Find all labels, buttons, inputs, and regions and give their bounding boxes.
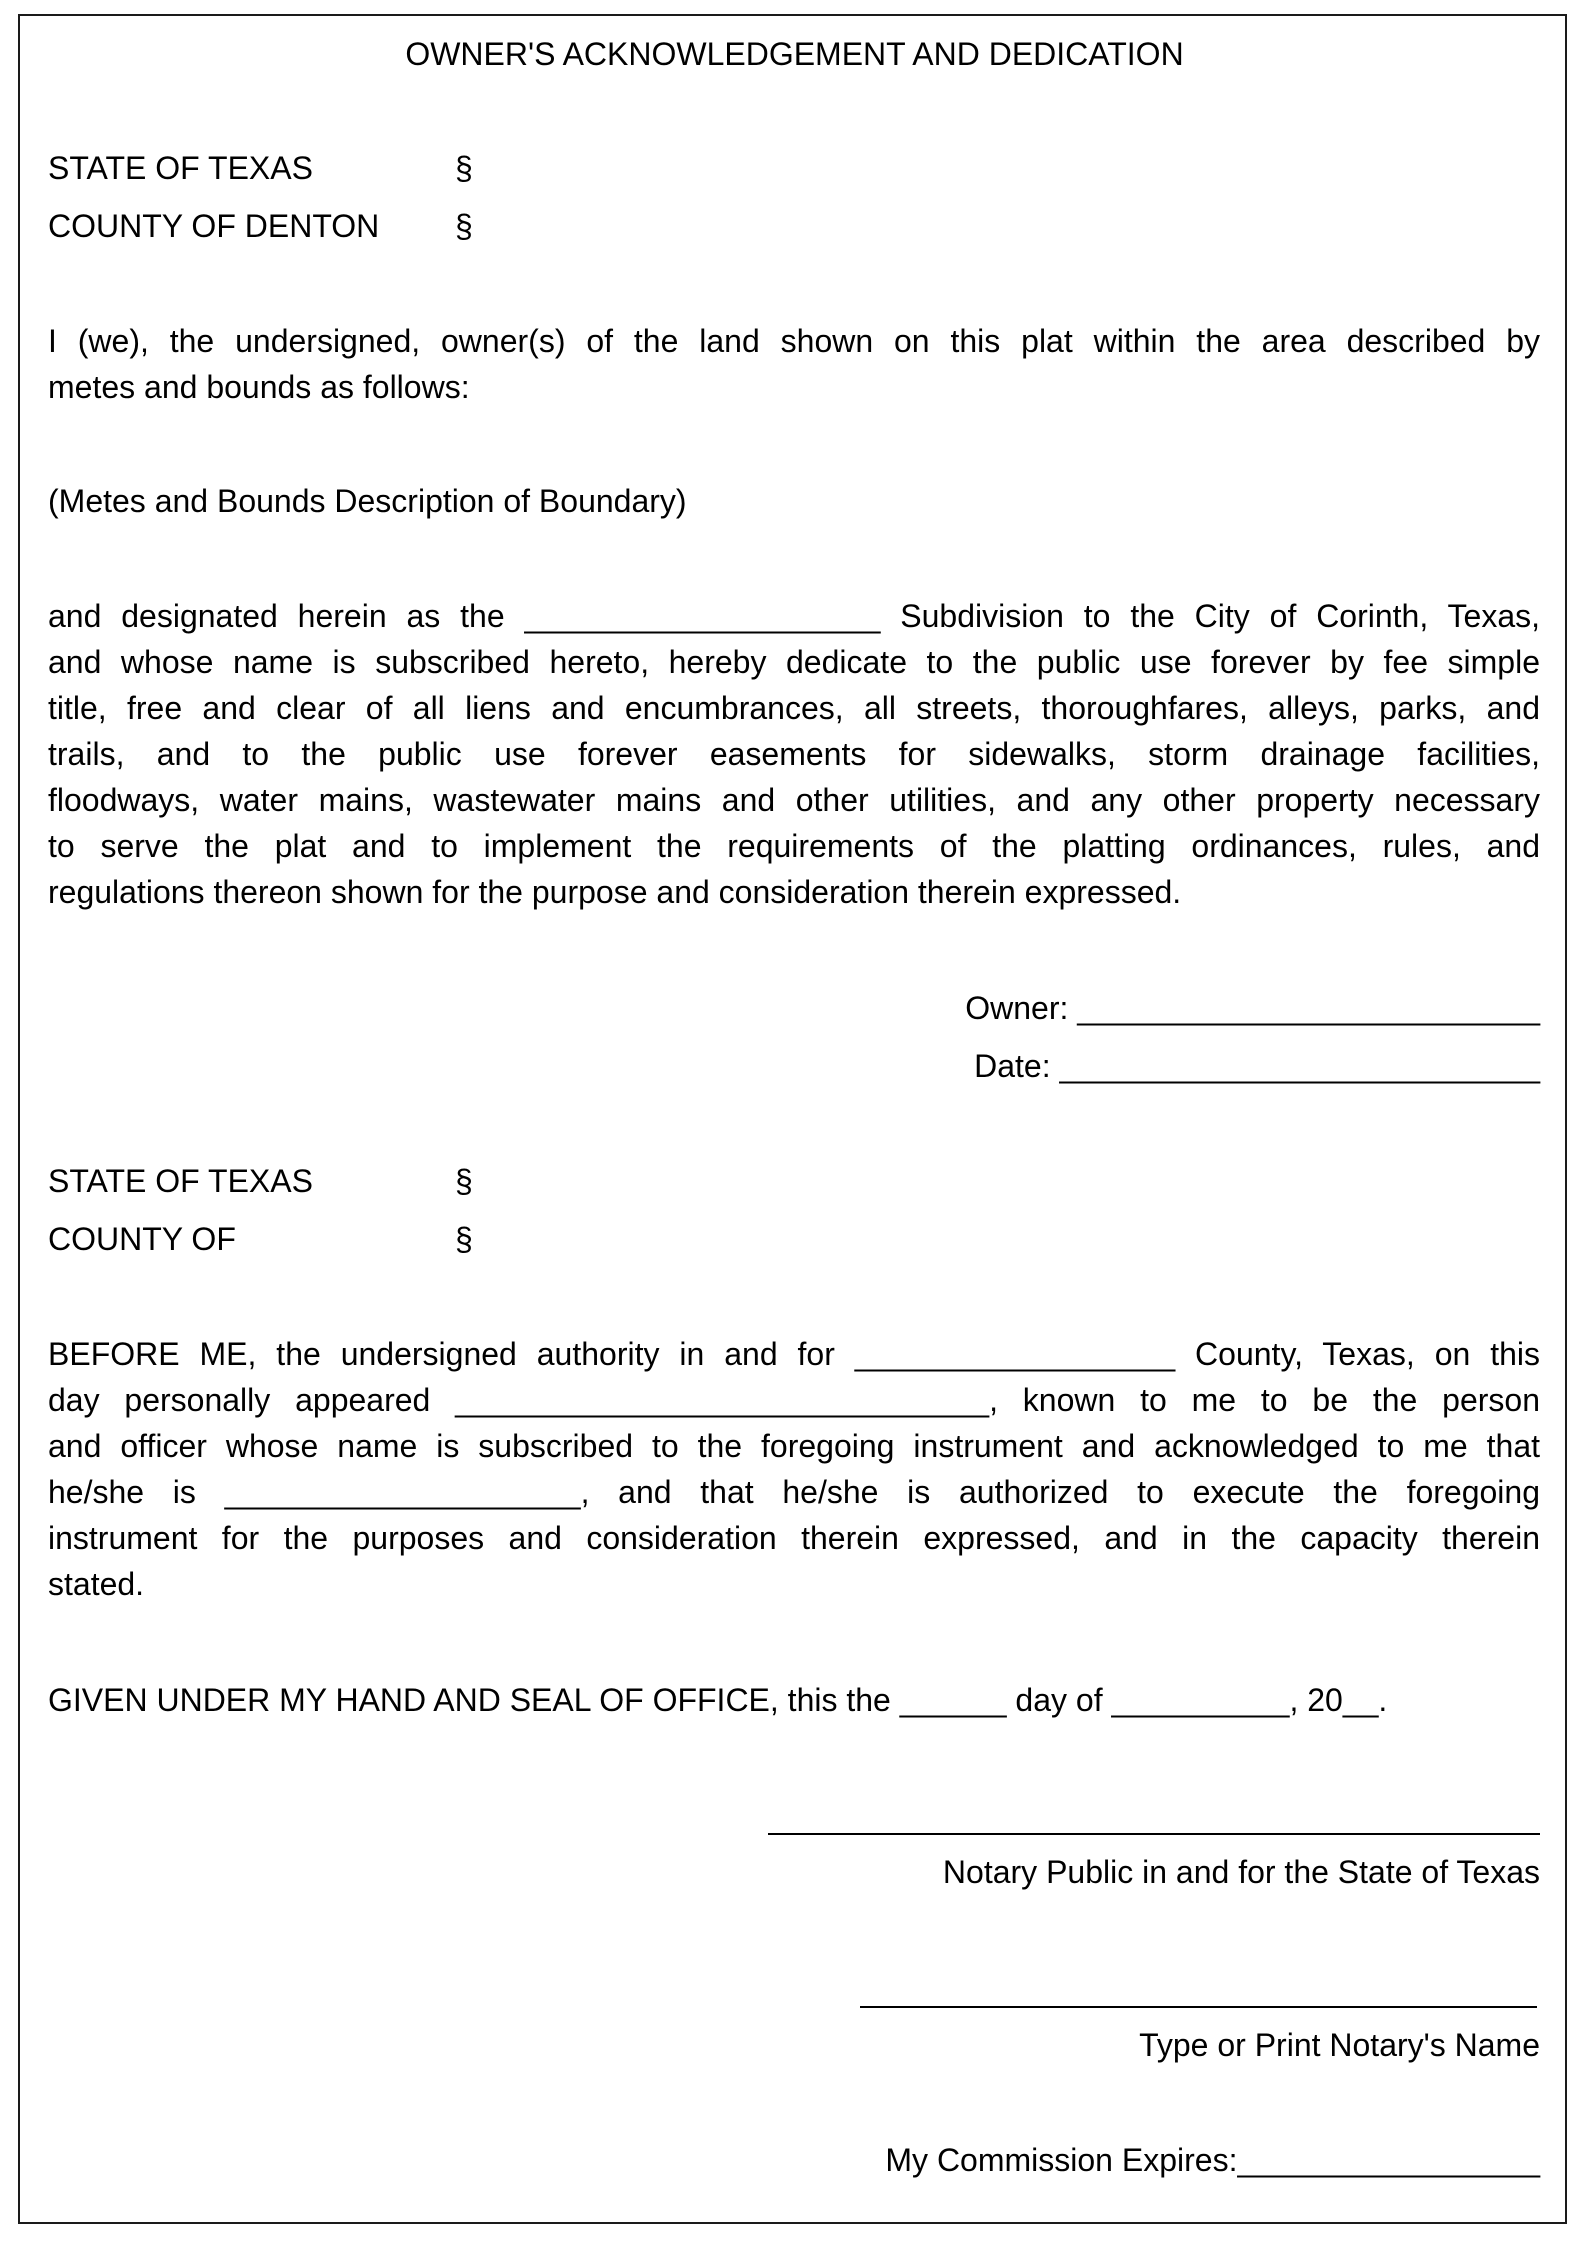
dedication-line: floodways, water mains, wastewater mains and other utilities, and any other property necessary	[48, 782, 1540, 818]
intro-line: I (we), the undersigned, owner(s) of the land shown on this plat within the area described by	[48, 323, 1540, 359]
county-label: COUNTY OF DENTON	[48, 208, 380, 244]
section-symbol: §	[455, 1221, 473, 1257]
owner-signature-line: Owner: __________________________	[965, 990, 1540, 1026]
notary-line: and officer whose name is subscribed to the foregoing instrument and acknowledged to me that	[48, 1428, 1540, 1464]
notary-line: BEFORE ME, the undersigned authority in and for __________________ County, Texas, on this	[48, 1336, 1540, 1372]
commission-expires-line: My Commission Expires:_________________	[885, 2142, 1540, 2178]
notary-line: he/she is ____________________, and that he/she is authorized to execute the foregoing	[48, 1474, 1540, 1510]
notary-name-label: Type or Print Notary's Name	[1139, 2027, 1540, 2063]
notary-public-label: Notary Public in and for the State of Texas	[942, 1854, 1540, 1890]
intro-paragraph	[48, 318, 1540, 410]
intro-line: metes and bounds as follows:	[48, 369, 470, 405]
dedication-line: and whose name is subscribed hereto, hereby dedicate to the public use forever by fee simple	[48, 644, 1540, 680]
notary-paragraph	[48, 1331, 1540, 1607]
notary-signature-rule	[768, 1833, 1540, 1835]
notary-line: day personally appeared ______________________________, known to me to be the person	[48, 1382, 1540, 1418]
owner-date-line: Date: ___________________________	[974, 1048, 1540, 1084]
dedication-line: regulations thereon shown for the purpose and consideration therein expressed.	[48, 874, 1182, 910]
section-symbol: §	[455, 150, 473, 186]
given-under-hand-line: GIVEN UNDER MY HAND AND SEAL OF OFFICE, this the ______ day of __________, 20__.	[48, 1682, 1388, 1718]
state-label: STATE OF TEXAS	[48, 150, 313, 186]
dedication-line: and designated herein as the ____________________ Subdivision to the City of Corinth, Texas,	[48, 598, 1540, 634]
state-label: STATE OF TEXAS	[48, 1163, 313, 1199]
dedication-paragraph	[48, 593, 1540, 915]
section-symbol: §	[455, 208, 473, 244]
document-title: OWNER'S ACKNOWLEDGEMENT AND DEDICATION	[405, 36, 1184, 72]
dedication-line: trails, and to the public use forever easements for sidewalks, storm drainage facilities,	[48, 736, 1540, 772]
dedication-line: title, free and clear of all liens and encumbrances, all streets, thoroughfares, alleys, parks, and	[48, 690, 1540, 726]
metes-bounds-placeholder: (Metes and Bounds Description of Boundary)	[48, 483, 687, 519]
notary-line: stated.	[48, 1566, 145, 1602]
notary-line: instrument for the purposes and consideration therein expressed, and in the capacity therein	[48, 1520, 1540, 1556]
notary-name-rule	[860, 2006, 1537, 2008]
section-symbol: §	[455, 1163, 473, 1199]
dedication-line: to serve the plat and to implement the requirements of the platting ordinances, rules, and	[48, 828, 1540, 864]
county-label: COUNTY OF	[48, 1221, 236, 1257]
